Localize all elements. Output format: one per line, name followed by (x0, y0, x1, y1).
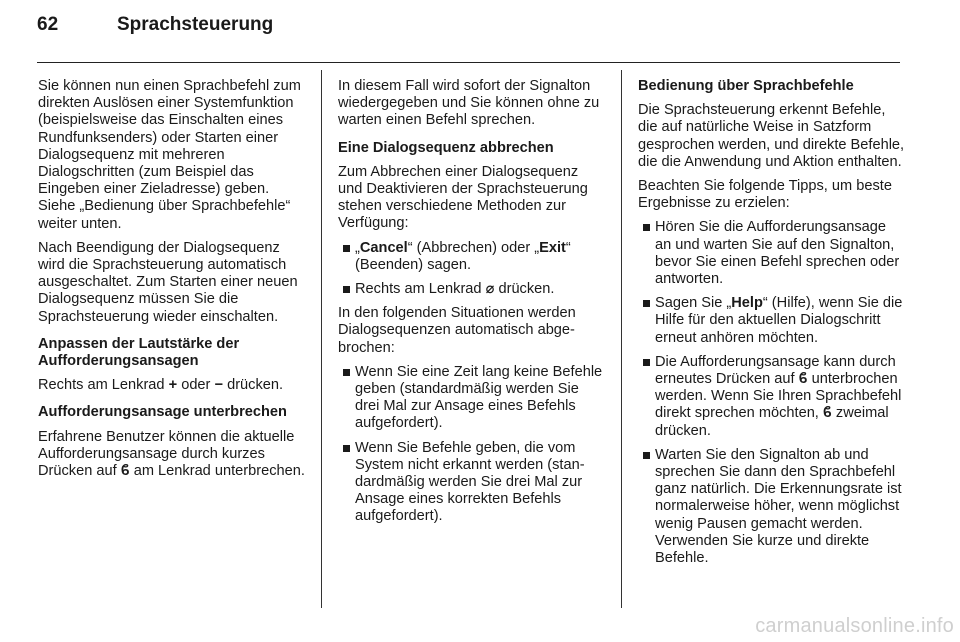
list-item: Hören Sie die Aufforderungsansage an und warten Sie auf den Signalton, bevor Sie einen Befehl sprechen oder antworten. (638, 219, 906, 288)
paragraph: Die Sprachsteuerung erkennt Befehle, die auf natürliche Weise in Satzform gesprochen werden, und direkte Befehle, die die Anwendung und Aktion enthalten. (638, 102, 905, 170)
list-item: Wenn Sie Befehle geben, die vom System nicht erkannt werden (standardmäßig werden Sie drei Mal zur Ansage eines korrekten Befehls aufgefordert). (338, 440, 605, 526)
list-item: Die Aufforderungsansage kann durch erneutes Drücken auf ϐ unterbrochen werden. Wenn Sie Ihren Sprachbefehl direkt sprechen möchten, ϐ zweimal drücken. (638, 354, 906, 440)
list-item: Sagen Sie „Help“ (Hilfe), wenn Sie die Hilfe für den aktuellen Dialogschritt erneut anhören möchten. (638, 295, 906, 347)
bullet-square-icon (343, 245, 350, 252)
list-item: Warten Sie den Signalton ab und sprechen Sie dann den Sprachbefehl ganz natürlich. Die Erkennungsrate ist normalerweise höher, wenn möglichst wenig Pausen gemacht werden. Verwenden Sie kurze und direkte Befehle. (638, 447, 906, 567)
bullet-square-icon (643, 224, 650, 231)
paragraph: Nach Beendigung der Dialogsequenz wird die Sprachsteuerung automatisch ausgeschaltet. Zum Starten einer neuen Dialogsequenz müssen Sie die Sprachsteuerung wieder einschalten. (38, 239, 298, 325)
list-item: Rechts am Lenkrad ⌀ drücken. (338, 281, 605, 298)
section-heading-interrupt: Aufforderungsansage unterbrechen (38, 404, 287, 421)
hang-up-icon: ⌀ (485, 281, 495, 298)
section-heading-cancel: Eine Dialogsequenz abbrechen (338, 139, 554, 156)
paragraph: Zum Abbrechen einer Dialogsequenz und Deaktivieren der Sprachsteuerung stehen verschiedene Methoden zur Verfügung: (338, 163, 588, 232)
bullet-list-cancel (338, 240, 605, 299)
paragraph-interrupt: Erfahrene Benutzer können die aktuelle Aufforderungsansage durch kurzes Drücken auf ϐ am Lenkrad unterbrechen. (38, 428, 305, 480)
bullet-square-icon (343, 369, 350, 376)
column-3 (638, 78, 906, 574)
voice-control-icon: ϐ (822, 405, 832, 422)
bullet-square-icon (343, 286, 350, 293)
list-item: Wenn Sie eine Zeit lang keine Befehle geben (standardmäßig werden Sie drei Mal zur Ansage eines Befehls aufgefordert). (338, 364, 605, 433)
bullet-square-icon (643, 359, 650, 366)
voice-control-icon: ϐ (120, 463, 130, 480)
plus-icon: + (168, 377, 178, 394)
paragraph-volume: Rechts am Lenkrad + oder − drücken. (38, 377, 284, 394)
bullet-list-auto-cancel (338, 364, 605, 526)
paragraph: In diesem Fall wird sofort der Signalton wiedergegeben und Sie können ohne zu warten einen Befehl sprechen. (338, 78, 600, 129)
bullet-square-icon (643, 300, 650, 307)
column-divider-1 (321, 70, 322, 608)
watermark: carmanualsonline.info (755, 615, 954, 637)
page-number: 62 (37, 14, 59, 35)
column-1 (38, 78, 308, 487)
paragraph: In den folgenden Situationen werden Dialogsequenzen automatisch abgebrochen: (338, 305, 576, 356)
page-header (37, 14, 273, 54)
bullet-list-tips (638, 219, 906, 567)
minus-icon: − (214, 377, 224, 394)
column-divider-2 (621, 70, 622, 608)
list-item: „Cancel“ (Abbrechen) oder „Exit“ (Beenden) sagen. (338, 240, 605, 274)
section-heading-volume: Anpassen der Lautstärke der Aufforderungsansagen (38, 335, 240, 370)
page-title: Sprachsteuerung (117, 14, 274, 35)
paragraph: Sie können nun einen Sprachbefehl zum direkten Auslösen einer Systemfunktion (beispielsweise das Einschalten eines Rundfunksenders) oder Starten einer Dialogsequenz mit mehreren Dialogschritten (zum Beispiel das Eingeben einer Zieladresse) geben. Siehe „Bedienung über Sprachbefehle“ weiter unten. (38, 78, 301, 232)
header-rule (37, 62, 900, 63)
bullet-square-icon (643, 452, 650, 459)
bullet-square-icon (343, 445, 350, 452)
voice-control-icon: ϐ (798, 371, 808, 388)
section-heading-usage: Bedienung über Sprachbefehle (638, 78, 854, 94)
column-2 (338, 78, 605, 533)
paragraph: Beachten Sie folgende Tipps, um beste Ergebnisse zu erzielen: (638, 178, 892, 212)
